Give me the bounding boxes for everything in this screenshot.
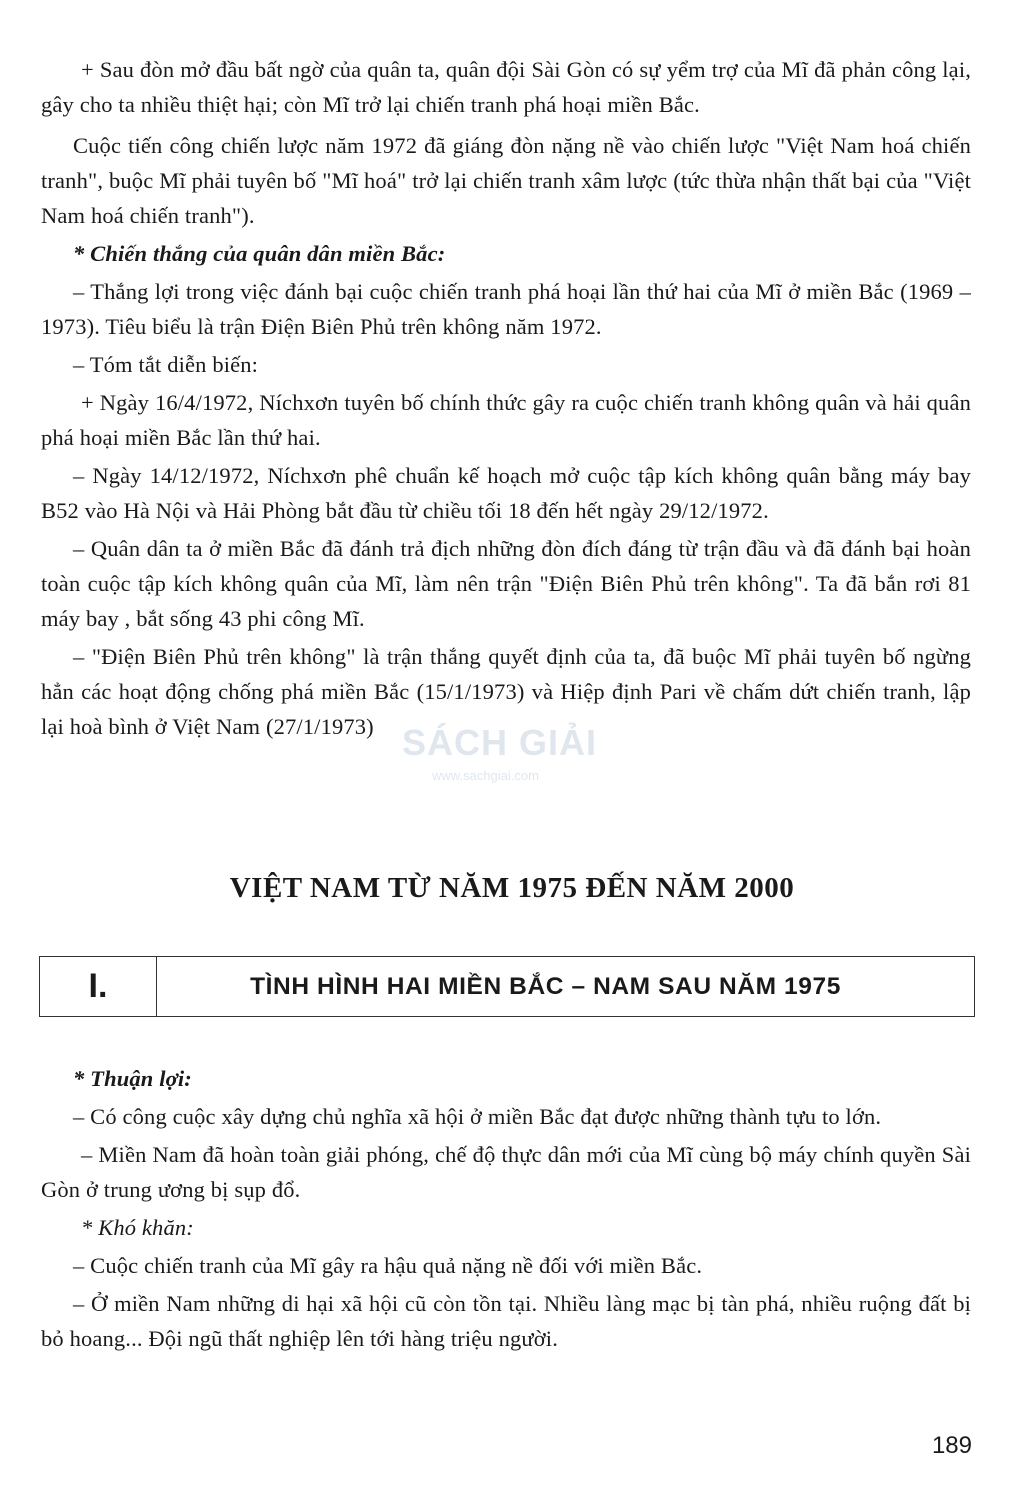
paragraph: – Cuộc chiến tranh của Mĩ gây ra hậu quả nặng nề đối với miền Bắc.: [73, 1253, 703, 1278]
paragraph: + Ngày 16/4/1972, Níchxơn tuyên bố chính thức gây ra cuộc chiến tranh không quân và hải quân phá hoại miền Bắc lần thứ hai.: [41, 390, 971, 450]
watermark-brand: SÁCH GIẢI: [402, 722, 598, 763]
paragraph: – Ở miền Nam những di hại xã hội cũ còn tồn tại. Nhiều làng mạc bị tàn phá, nhiều ruộng đất bị bỏ hoang... Đội ngũ thất nghiệp lên tới hàng triệu người.: [41, 1291, 971, 1351]
chapter-title: VIỆT NAM TỪ NĂM 1975 ĐẾN NĂM 2000: [229, 872, 795, 904]
section-subheading: * Chiến thắng của quân dân miền Bắc:: [73, 241, 446, 266]
paragraph: – Thắng lợi trong việc đánh bại cuộc chiến tranh phá hoại lần thứ hai của Mĩ ở miền Bắc (1969 – 1973). Tiêu biểu là trận Điện Biên Phủ trên không năm 1972.: [41, 279, 971, 339]
paragraph: Cuộc tiến công chiến lược năm 1972 đã giáng đòn nặng nề vào chiến lược "Việt Nam hoá chiến tranh", buộc Mĩ phải tuyên bố "Mĩ hoá" trở lại chiến tranh xâm lược (tức thừa nhận thất bại của "Việt Nam hoá chiến tranh").: [41, 133, 971, 228]
bottom-text-block: [41, 1061, 971, 1356]
watermark-url: www.sachgiai.com: [432, 768, 539, 783]
paragraph: – "Điện Biên Phủ trên không" là trận thắng quyết định của ta, đã buộc Mĩ phải tuyên bố ngừng hẳn các hoạt động chống phá miền Bắc (15/1/1973) và Hiệp định Pari về chấm dứt chiến tranh, lập lại hoà bình ở Việt Nam (27/1/1973): [41, 644, 971, 739]
difficulties-heading: * Khó khăn:: [81, 1215, 194, 1240]
paragraph: – Ngày 14/12/1972, Níchxơn phê chuẩn kế hoạch mở cuộc tập kích không quân bằng máy bay B52 vào Hà Nội và Hải Phòng bắt đầu từ chiều tối 18 đến hết ngày 29/12/1972.: [41, 463, 971, 523]
advantages-heading: * Thuận lợi:: [73, 1066, 192, 1091]
section-heading-box: [39, 956, 975, 1017]
paragraph: – Tóm tắt diễn biến:: [73, 352, 259, 377]
section-number: I.: [40, 957, 157, 1016]
paragraph: – Quân dân ta ở miền Bắc đã đánh trả địch những đòn đích đáng từ trận đầu và đã đánh bại hoàn toàn cuộc tập kích không quân của Mĩ, làm nên trận "Điện Biên Phủ trên không". Ta đã bắn rơi 81 máy bay , bắt sống 43 phi công Mĩ.: [41, 536, 971, 631]
paragraph: + Sau đòn mở đầu bất ngờ của quân ta, quân đội Sài Gòn có sự yểm trợ của Mĩ đã phản công lại, gây cho ta nhiều thiệt hại; còn Mĩ trở lại chiến tranh phá hoại miền Bắc.: [41, 57, 971, 117]
paragraph: – Có công cuộc xây dựng chủ nghĩa xã hội ở miền Bắc đạt được những thành tựu to lớn.: [73, 1104, 882, 1129]
paragraph: – Miền Nam đã hoàn toàn giải phóng, chế độ thực dân mới của Mĩ cùng bộ máy chính quyền Sài Gòn ở trung ương bị sụp đổ.: [41, 1142, 971, 1202]
section-heading: TÌNH HÌNH HAI MIỀN BẮC – NAM SAU NĂM 1975: [250, 972, 841, 1000]
page-number: 189: [931, 1432, 972, 1459]
top-text-block: [41, 52, 971, 744]
